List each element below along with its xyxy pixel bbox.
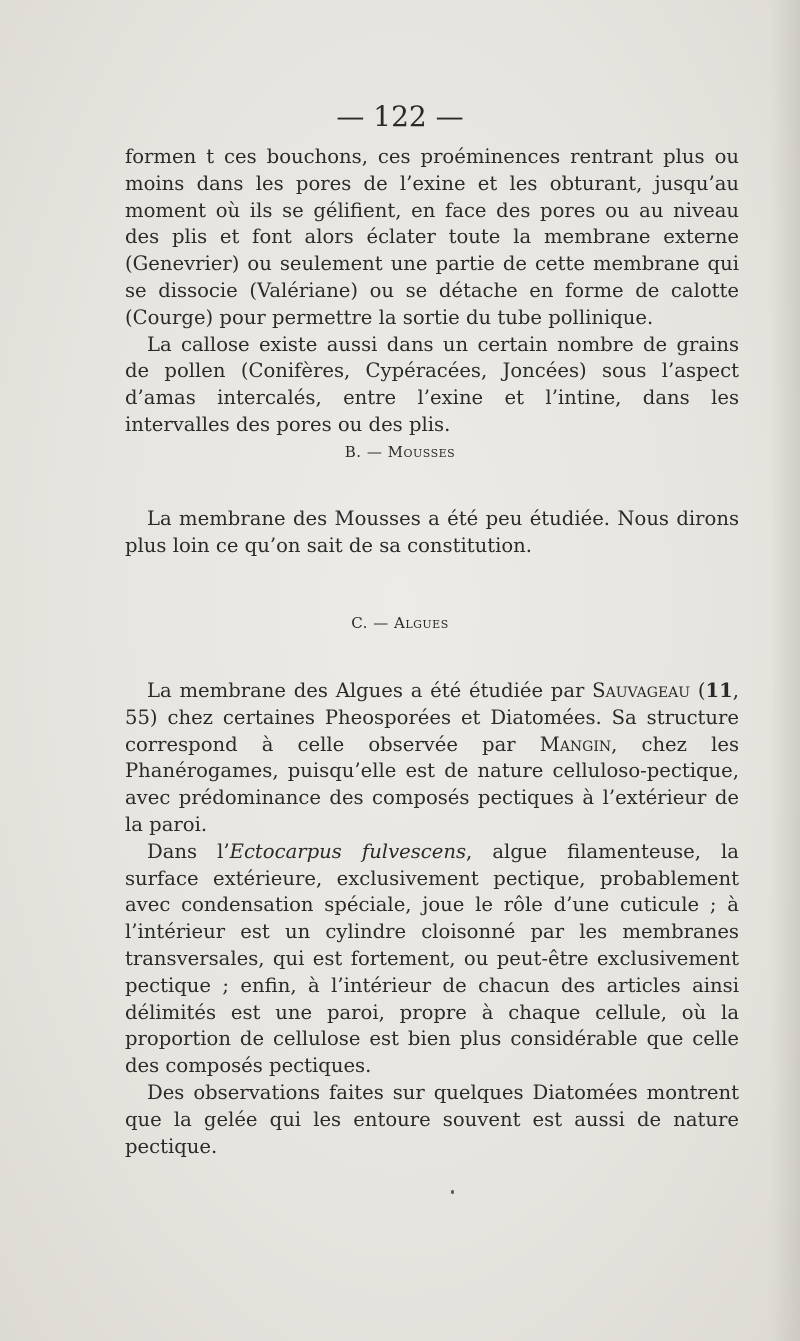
mousses-paragraph: La membrane des Mousses a été peu étudiée. Nous dirons plus loin ce qu’on sait de sa constitution. — [125, 507, 739, 557]
ref-open: ( — [690, 679, 706, 702]
intro-paragraph-2: La callose existe aussi dans un certain nombre de grains de pollen (Conifères, Cypéracées, Joncées) sous l’aspect d’amas intercalés, entre l’exine et l’intine, dans les intervalles des pores ou des plis. — [125, 332, 739, 436]
algues-paragraph-1 — [125, 678, 739, 839]
algues-p2-text-b: , algue filamenteuse, la surface extérieure, exclusivement pectique, probablement avec condensation spéciale, joue le rôle d’une cuticule ; à l’intérieur est un cylindre cloisonné par les membranes transversales, qui est fortement, ou peut-être exclusivement pectique ; enfin, à l’intérieur de chacun des articles ainsi délimités est une paroi, propre à chaque cellule, où la proportion de cellulose est bien plus considérable que celle des composés pectiques. — [125, 839, 739, 1078]
algues-paragraph-2 — [125, 839, 739, 1080]
mousses-text-block — [125, 506, 739, 560]
heading-mousses — [0, 442, 800, 462]
page-edge-shadow — [770, 0, 800, 1341]
algues-p1-text-a: La membrane des Algues a été étudiée par — [147, 679, 593, 702]
heading-algues-label: C. — — [351, 614, 394, 632]
intro-text-block — [125, 144, 739, 439]
page-number: — 122 — — [336, 100, 464, 133]
ref-page: , 55) — [125, 679, 739, 729]
algues-paragraph-3: Des observations faites sur quelques Diatomées montrent que la gelée qui les entoure souvent est aussi de nature pectique. — [125, 1080, 739, 1158]
heading-algues — [0, 613, 800, 633]
heading-mousses-title: Mousses — [387, 443, 456, 461]
algues-p1-text-c: , chez les Phanérogames, puisqu’elle est de nature celluloso-pectique, avec prédominance des composés pectiques à l’extérieur de la paroi. — [125, 732, 739, 836]
algues-p1-text-b: chez certaines Pheosporées et Diatomées. Sa structure correspond à celle observée par — [125, 705, 739, 756]
intro-paragraph-1: formen t ces bouchons, ces proéminences rentrant plus ou moins dans les pores de l’exine et les obturant, jusqu’au moment où ils se gélifient, en face des pores ou au niveau des plis et font alors éclater toute la membrane externe (Genevrier) ou seulement une partie de cette membrane qui se dissocie (Valériane) ou se détache en forme de calotte (Courge) pour permettre la sortie du tube pollinique. — [125, 145, 739, 329]
algues-p2-text-a: Dans l’ — [147, 839, 230, 863]
ref-number: 11 — [705, 679, 733, 702]
species-name: Ectocarpus fulvescens — [229, 839, 467, 863]
heading-mousses-label: B. — — [344, 443, 388, 461]
author-mangin: Mangin — [539, 732, 612, 756]
algues-text-block — [125, 678, 739, 1160]
author-sauvageau: Sauvageau — [592, 679, 691, 702]
print-speck — [451, 1190, 454, 1194]
heading-algues-title: Algues — [393, 614, 449, 632]
